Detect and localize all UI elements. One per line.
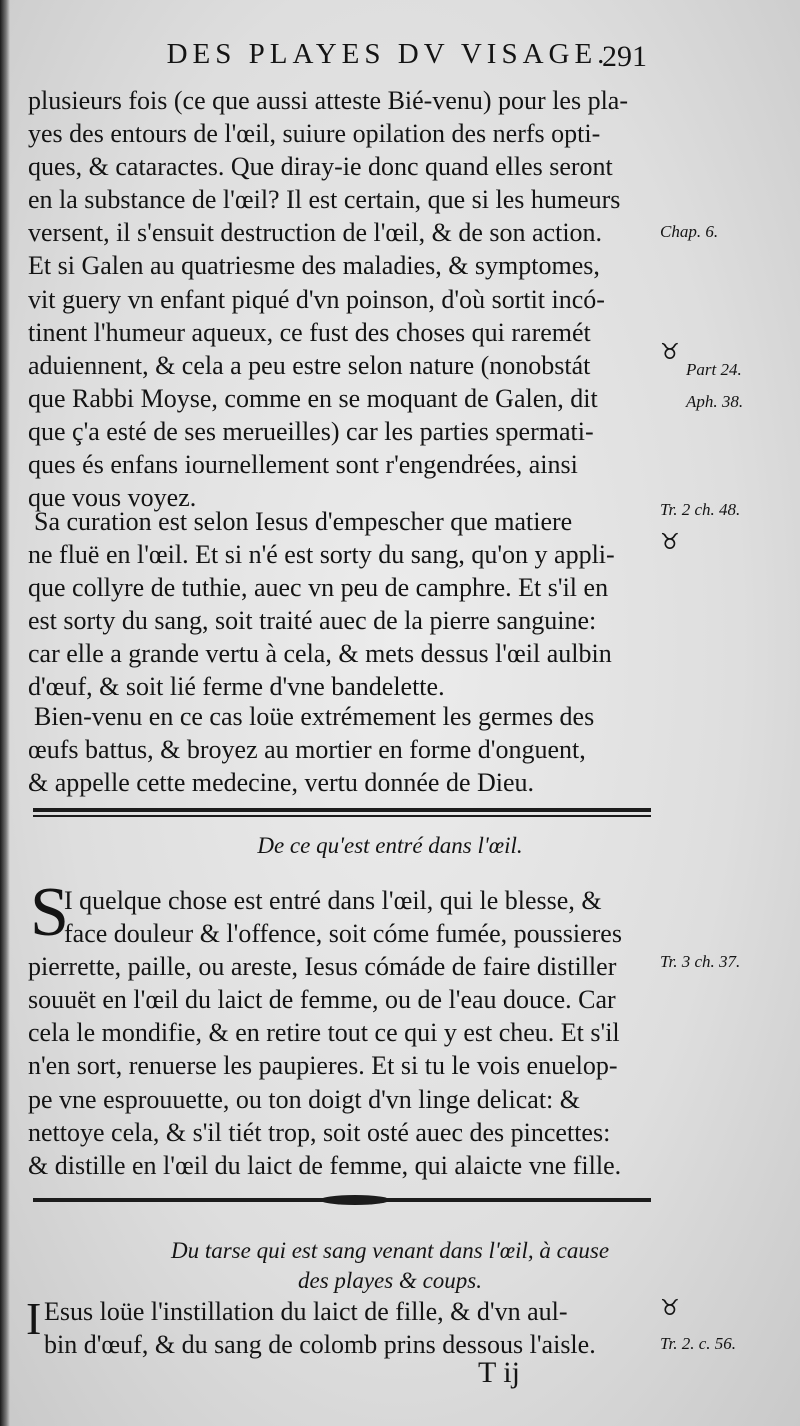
text-line: face douleur & l'offence, soit cóme fumée, poussieres — [64, 919, 622, 949]
paragraph-2 — [28, 505, 656, 704]
text-line: en la substance de l'œil? Il est certain, que si les humeurs — [28, 185, 621, 215]
text-line: Sa curation est selon Iesus d'empescher que matiere — [34, 507, 573, 536]
divider-ornament — [320, 1195, 390, 1205]
text-line: ques és enfans iournellement sont r'engendrées, ainsi — [28, 450, 578, 480]
text-line: que vous voyez. — [28, 483, 197, 513]
text-line: cela le mondifie, & en retire tout ce qui y est cheu. Et s'il — [28, 1018, 620, 1048]
margin-note: Tr. 2 ch. 48. — [660, 500, 741, 519]
section-2-text — [44, 1295, 656, 1361]
paragraph-1 — [28, 84, 656, 514]
text-line: Esus loüe l'instillation du laict de fille, & d'vn aul- — [44, 1297, 568, 1326]
text-line: yes des entours de l'œil, suiure opilation des nerfs opti- — [28, 119, 601, 149]
section-1-text — [28, 884, 656, 1182]
text-line: n'en sort, renuerse les paupieres. Et si tu le vois enuelop- — [28, 1051, 618, 1081]
planet-sign-icon: ♉︎ — [660, 340, 680, 365]
margin-note: Aph. 38. — [686, 392, 744, 411]
margin-note: Chap. 6. — [660, 222, 719, 241]
text-line: que collyre de tuthie, auec vn peu de camphre. Et s'il en — [28, 573, 609, 603]
text-line: I quelque chose est entré dans l'œil, qui le blesse, & — [64, 886, 602, 915]
text-line: souuët en l'œil du laict de femme, ou de l'eau douce. Car — [28, 985, 616, 1015]
text-line: Bien-venu en ce cas loüe extrémement les germes des — [34, 702, 595, 731]
text-line: d'œuf, & soit lié ferme d'vne bandelette. — [28, 672, 445, 702]
signature-mark: T ij — [478, 1356, 520, 1389]
text-line: pierrette, paille, ou areste, Iesus cómáde de faire distiller — [28, 952, 617, 982]
text-line: plusieurs fois (ce que aussi atteste Bié-venu) pour les pla- — [28, 86, 628, 115]
text-line: ne fluë en l'œil. Et si n'é est sorty du sang, qu'on y appli- — [28, 540, 615, 570]
text-line: est sorty du sang, soit traité auec de la pierre sanguine: — [28, 606, 597, 636]
text-line: Et si Galen au quatriesme des maladies, & symptomes, — [28, 251, 600, 281]
text-line: versent, il s'ensuit destruction de l'œil, & de son action. — [28, 218, 603, 248]
text-line: aduiennent, & cela a peu estre selon nature (nonobstát — [28, 350, 591, 380]
text-line: tinent l'humeur aqueux, ce fust des choses qui raremét — [28, 317, 591, 347]
paragraph-3 — [28, 700, 656, 799]
section-divider-thin — [33, 815, 651, 817]
margin-note: Part 24. — [686, 360, 742, 379]
text-line: pe vne esprouuette, ou ton doigt d'vn linge delicat: & — [28, 1084, 581, 1114]
text-line: & appelle cette medecine, vertu donnée de Dieu. — [28, 768, 535, 798]
text-line: que ç'a esté de ses merueilles) car les parties spermati- — [28, 416, 594, 446]
drop-cap-letter: I — [26, 1293, 42, 1344]
section-heading-line-1: Du tarse qui est sang venant dans l'œil, à cause — [170, 1238, 610, 1263]
text-line: que Rabbi Moyse, comme en se moquant de Galen, dit — [28, 383, 598, 413]
drop-cap-letter: S — [30, 874, 69, 951]
text-line: car elle a grande vertu à cela, & mets dessus l'œil aulbin — [28, 639, 612, 669]
margin-note: Tr. 3 ch. 37. — [660, 952, 741, 971]
running-title: DES PLAYES DV VISAGE. — [166, 38, 610, 70]
text-line: œufs battus, & broyez au mortier en forme d'onguent, — [28, 735, 586, 765]
text-line: & distille en l'œil du laict de femme, qui alaicte vne fille. — [28, 1150, 622, 1180]
page-edge-shadow — [0, 0, 10, 1426]
text-line: nettoye cela, & s'il tiét trop, soit osté auec des pincettes: — [28, 1117, 611, 1147]
text-line: vit guery vn enfant piqué d'vn poinson, d'où sortit incó- — [28, 284, 605, 314]
text-line: ques, & cataractes. Que diray-ie donc quand elles seront — [28, 152, 613, 182]
text-line: bin d'œuf, & du sang de colomb prins dessous l'aisle. — [44, 1330, 596, 1360]
section-heading-line-2: des playes & coups. — [298, 1268, 482, 1293]
margin-note: Tr. 2. c. 56. — [660, 1334, 737, 1353]
planet-sign-icon: ♉︎ — [660, 1296, 680, 1321]
planet-sign-icon: ♉︎ — [660, 530, 680, 555]
section-heading: De ce qu'est entré dans l'œil. — [257, 833, 523, 858]
page-number: 291 — [602, 40, 647, 73]
section-divider — [33, 808, 651, 812]
